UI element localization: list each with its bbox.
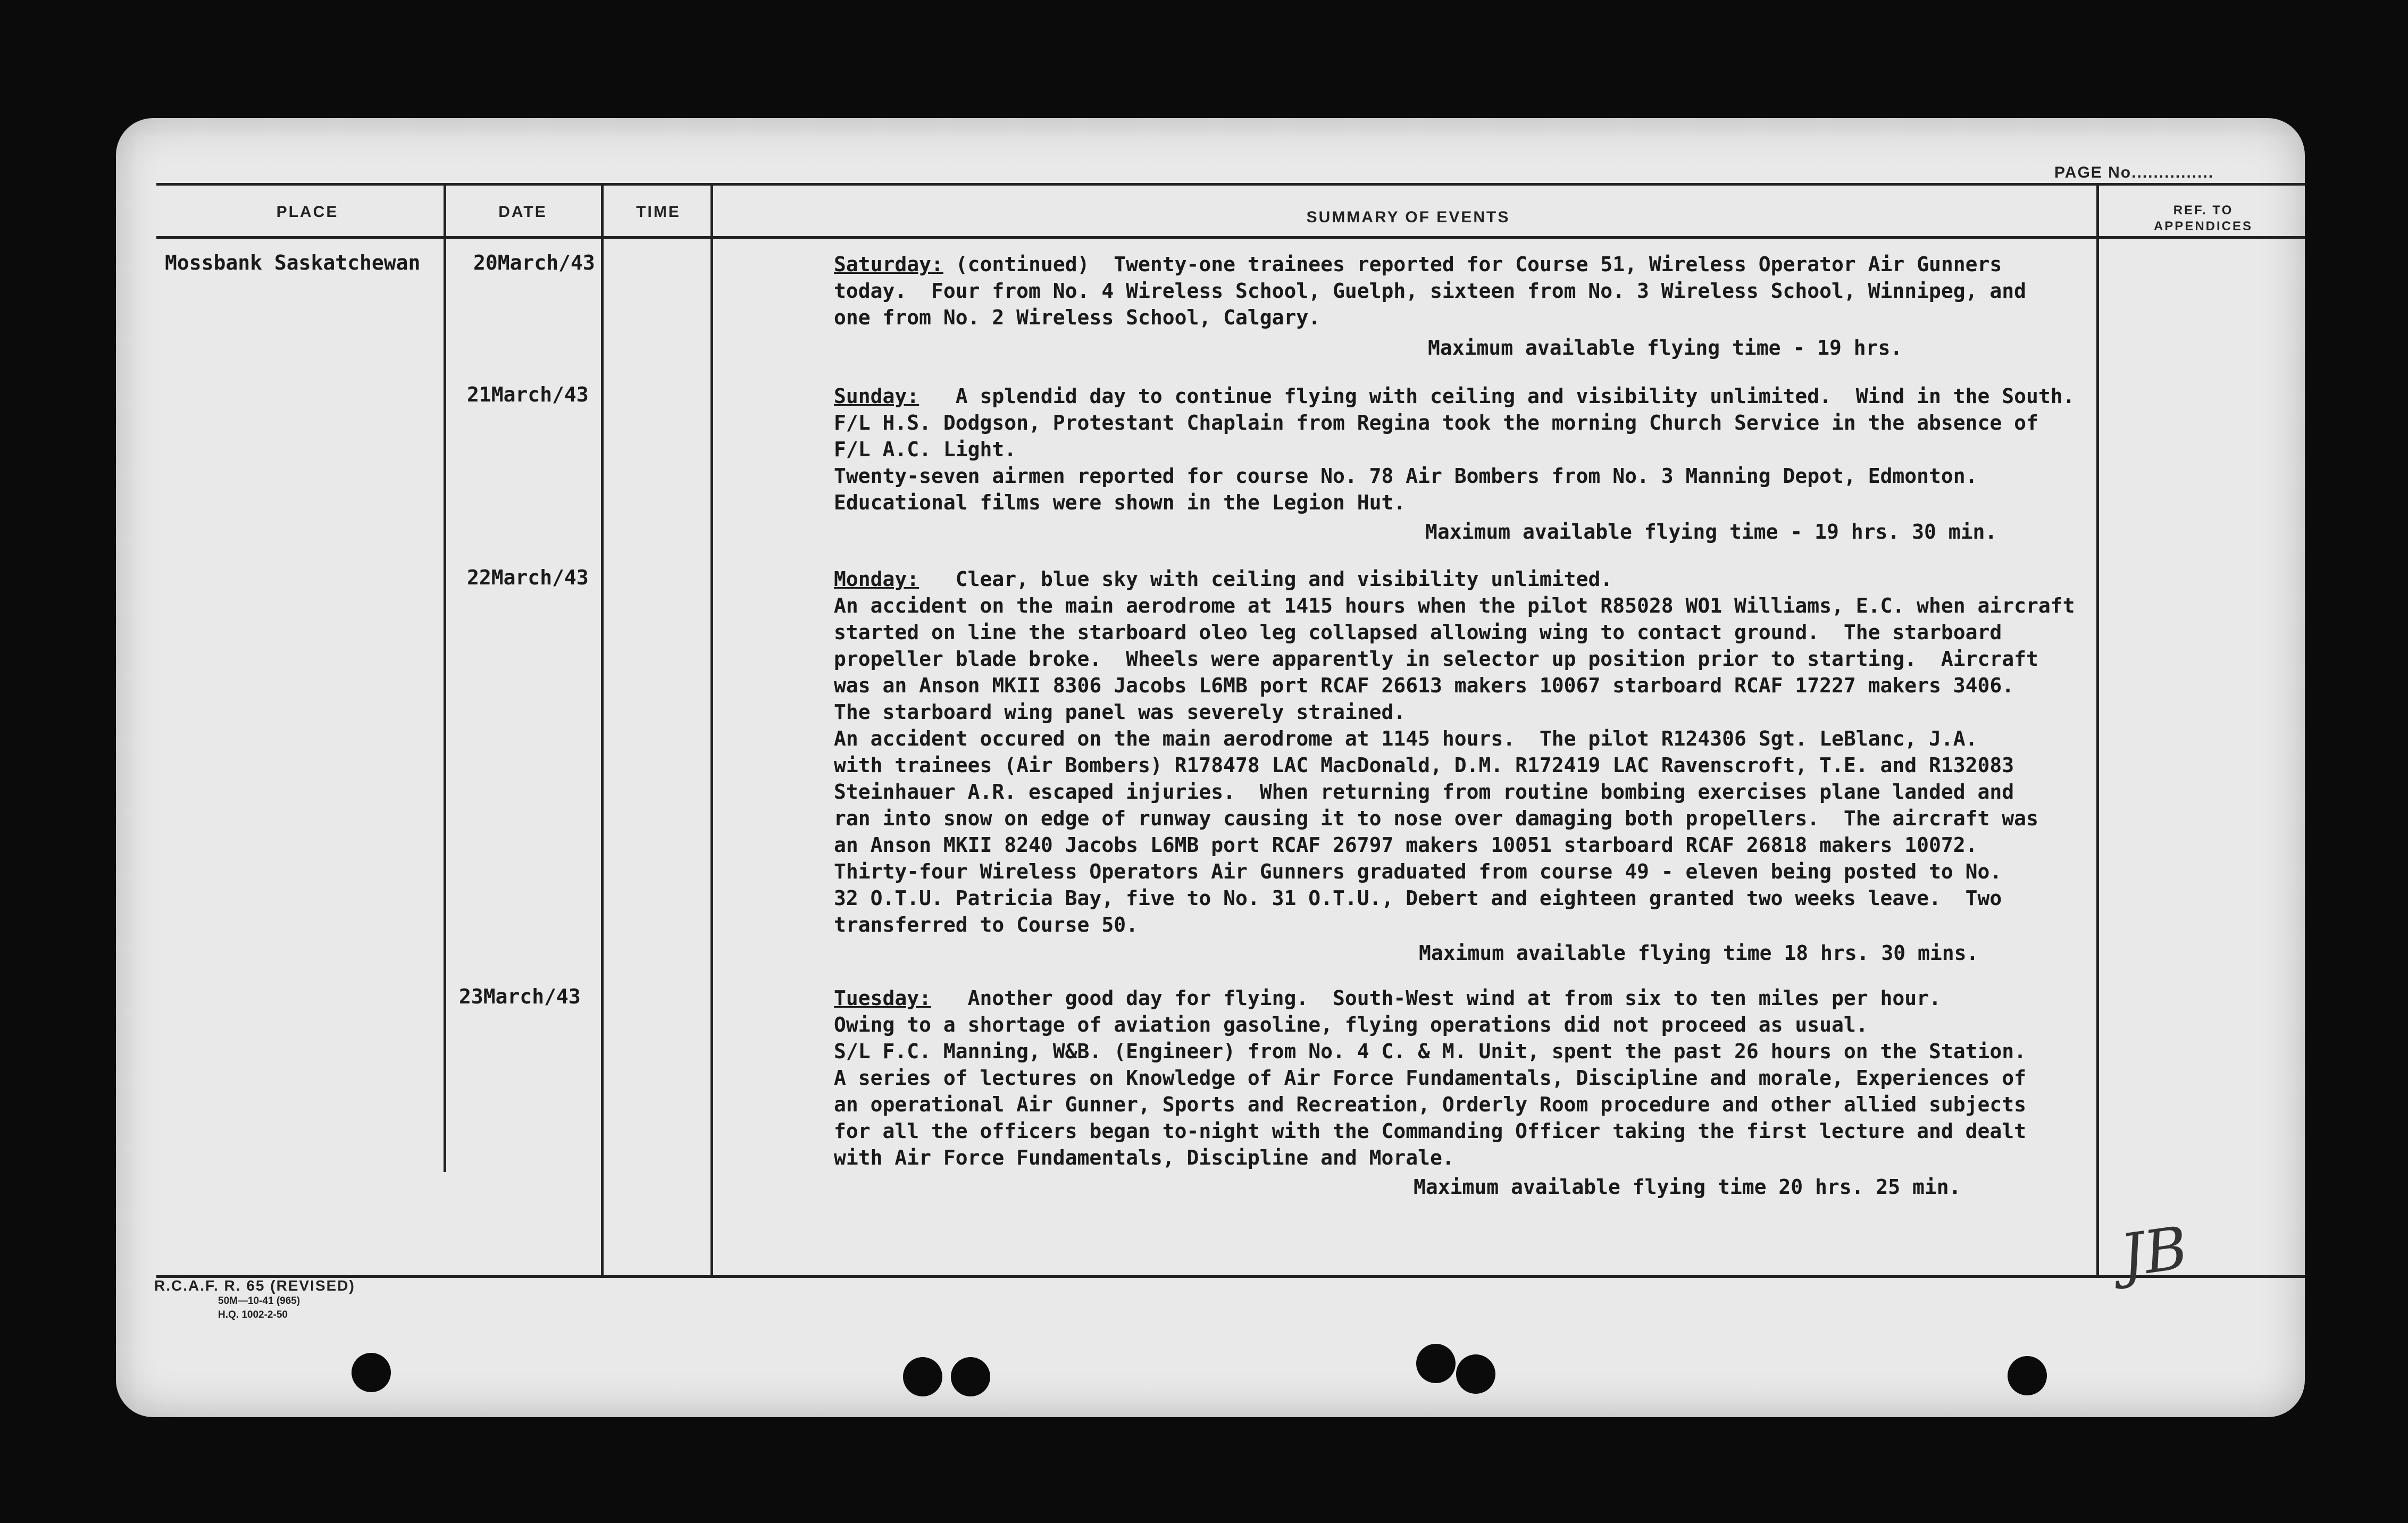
entry-3-line: ran into snow on edge of runway causing it to nose over damaging both propellers. The aircraft was (834, 807, 2038, 830)
header-ref-line1: REF. TO (2173, 203, 2234, 217)
day-label: Monday: (834, 567, 919, 591)
entry-2-line (834, 383, 2217, 409)
entry-3-line (834, 566, 2217, 592)
entry-1-line (834, 251, 2217, 278)
entry-4 (834, 985, 2217, 1171)
entry-3-line: The starboard wing panel was severely strained. (834, 700, 1406, 724)
place-cell: Mossbank Saskatchewan (165, 251, 421, 274)
entry-4-line: S/L F.C. Manning, W&B. (Engineer) from No. 4 C. & M. Unit, spent the past 26 hours on the Station. (834, 1040, 2027, 1063)
handwritten-initials: JB (2116, 1213, 2192, 1291)
entry-3-line: 32 O.T.U. Patricia Bay, five to No. 31 O.T.U., Debert and eighteen granted two weeks leave. Two (834, 886, 2002, 910)
day-label: Sunday: (834, 384, 919, 408)
entry-1-line: today. Four from No. 4 Wireless School, Guelph, sixteen from No. 3 Wireless School, Winnipeg, and (834, 279, 2027, 303)
header-rule (156, 236, 2305, 239)
header-time: TIME (636, 203, 681, 221)
entry-1 (834, 251, 2217, 331)
entry-3-line: an Anson MKII 8240 Jacobs L6MB port RCAF 26797 makers 10051 starboard RCAF 26818 makers 10072. (834, 833, 1978, 857)
max-flying-time-2: Maximum available flying time - 19 hrs. 30 min. (1425, 520, 1997, 543)
page-number-label: PAGE No............... (2054, 164, 2214, 181)
entry-text: Clear, blue sky with ceiling and visibility unlimited. (919, 567, 1613, 591)
date-cell-1: 20March/43 (473, 251, 595, 274)
entry-3-line: started on line the starboard oleo leg collapsed allowing wing to contact ground. The starboard (834, 621, 2002, 644)
punch-hole (903, 1357, 942, 1396)
column-divider-date (601, 183, 604, 1276)
max-flying-time-4: Maximum available flying time 20 hrs. 25 min. (1414, 1175, 1961, 1199)
punch-hole (1456, 1354, 1495, 1394)
punch-hole (1416, 1344, 1456, 1383)
form-print-line-2: H.Q. 1002-2-50 (218, 1309, 288, 1320)
form-code-title: R.C.A.F. R. 65 (REVISED) (154, 1277, 355, 1294)
entry-4-line (834, 985, 2217, 1011)
date-cell-4: 23March/43 (459, 985, 581, 1008)
top-rule (156, 183, 2305, 186)
entry-3-line: Thirty-four Wireless Operators Air Gunners graduated from course 49 - eleven being posted to No. (834, 860, 2002, 883)
day-label: Tuesday: (834, 986, 932, 1010)
column-divider-place (444, 183, 446, 1172)
entry-3-line: propeller blade broke. Wheels were apparently in selector up position prior to starting. Aircraft (834, 647, 2038, 671)
entry-3 (834, 566, 2217, 938)
header-ref-line2: APPENDICES (2153, 219, 2253, 233)
bottom-rule (156, 1275, 2305, 1278)
date-cell-2: 21March/43 (467, 383, 589, 406)
header-date: DATE (498, 203, 547, 221)
entry-3-line: with trainees (Air Bombers) R178478 LAC MacDonald, D.M. R172419 LAC Ravenscroft, T.E. and R132083 (834, 754, 2014, 777)
entry-text: Another good day for flying. South-West wind at from six to ten miles per hour. (931, 986, 1941, 1010)
entry-2 (834, 383, 2217, 516)
entry-3-line: An accident on the main aerodrome at 1415 hours when the pilot R85028 WO1 Williams, E.C. when aircraft (834, 594, 2075, 617)
entry-2-line: Educational films were shown in the Legion Hut. (834, 491, 1406, 514)
entry-3-line: Steinhauer A.R. escaped injuries. When returning from routine bombing exercises plane landed and (834, 780, 2014, 804)
column-divider-time (710, 183, 713, 1276)
entry-text: A splendid day to continue flying with ceiling and visibility unlimited. Wind in the South. (919, 384, 2075, 408)
entry-2-line: F/L A.C. Light. (834, 438, 1017, 461)
entry-3-line: transferred to Course 50. (834, 913, 1138, 936)
header-place: PLACE (276, 203, 339, 221)
punch-hole (951, 1357, 990, 1396)
entry-2-line: Twenty-seven airmen reported for course No. 78 Air Bombers from No. 3 Manning Depot, Edmonton. (834, 464, 1978, 488)
entry-4-line: an operational Air Gunner, Sports and Recreation, Orderly Room procedure and other allied subjects (834, 1093, 2027, 1116)
entry-4-line: with Air Force Fundamentals, Discipline and Morale. (834, 1146, 1454, 1169)
date-cell-3: 22March/43 (467, 566, 589, 589)
form-code (154, 1277, 355, 1322)
form-print-line-1: 50M—10-41 (965) (218, 1295, 300, 1307)
diary-page (116, 118, 2305, 1417)
entry-3-line: was an Anson MKII 8306 Jacobs L6MB port RCAF 26613 makers 10067 starboard RCAF 17227 makers 3406. (834, 674, 2014, 697)
entry-4-line: for all the officers began to-night with the Commanding Officer taking the first lecture and dealt (834, 1119, 2027, 1143)
entry-text: (continued) Twenty-one trainees reported for Course 51, Wireless Operator Air Gunners (955, 253, 2002, 276)
max-flying-time-3: Maximum available flying time 18 hrs. 30 mins. (1419, 941, 1979, 965)
entry-2-line: F/L H.S. Dodgson, Protestant Chaplain from Regina took the morning Church Service in the absence of (834, 411, 2038, 434)
entry-3-line: An accident occured on the main aerodrome at 1145 hours. The pilot R124306 Sgt. LeBlanc, J.A. (834, 727, 1978, 750)
day-label: Saturday: (834, 253, 943, 276)
max-flying-time-1: Maximum available flying time - 19 hrs. (1428, 336, 1903, 359)
punch-hole (2008, 1356, 2047, 1395)
entry-1-line: one from No. 2 Wireless School, Calgary. (834, 306, 1321, 329)
entry-4-line: A series of lectures on Knowledge of Air Force Fundamentals, Discipline and morale, Experiences of (834, 1066, 2027, 1090)
punch-hole (352, 1353, 391, 1392)
header-summary: SUMMARY OF EVENTS (1306, 208, 1510, 226)
entry-4-line: Owing to a shortage of aviation gasoline, flying operations did not proceed as usual. (834, 1013, 1868, 1036)
